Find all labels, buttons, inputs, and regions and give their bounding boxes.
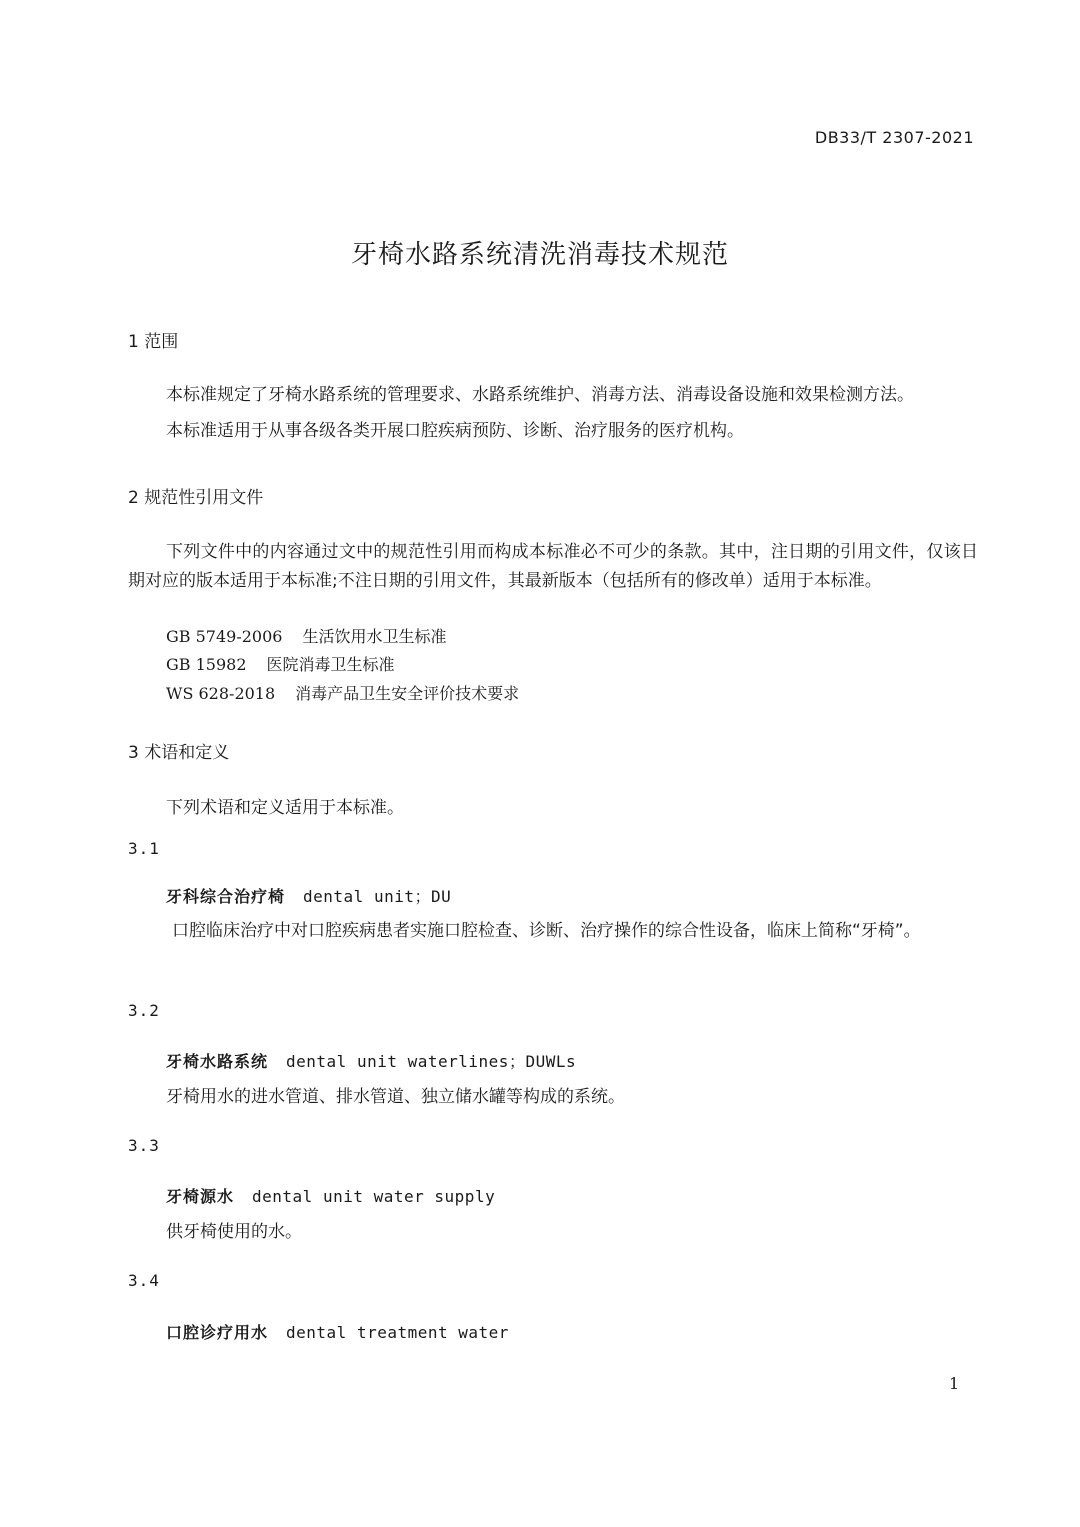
term-definition: 牙椅用水的进水管道、排水管道、独立储水罐等构成的系统。 — [166, 1087, 625, 1107]
clause-number: 3.1 — [128, 839, 160, 858]
term-entry — [166, 884, 451, 907]
term-en: dental unit；DU — [303, 887, 452, 906]
reference-code: WS 628-2018 — [166, 684, 276, 703]
term-en: dental unit water supply — [252, 1187, 496, 1206]
clause-number: 3.2 — [128, 1001, 160, 1020]
document-title: 牙椅水路系统清洗消毒技术规范 — [350, 240, 729, 270]
term-definition: 供牙椅使用的水。 — [166, 1222, 302, 1242]
term-entry — [166, 1049, 576, 1072]
reference-title: 消毒产品卫生安全评价技术要求 — [295, 684, 520, 703]
term-entry — [166, 1320, 509, 1343]
section-heading-terms-definitions: 3 术语和定义 — [128, 743, 230, 763]
section-heading-scope: 1 范围 — [128, 332, 179, 352]
clause-number: 3.3 — [128, 1136, 160, 1155]
paragraph: 本标准规定了牙椅水路系统的管理要求、水路系统维护、消毒方法、消毒设备设施和效果检测方法。 — [166, 385, 914, 405]
term-en: dental unit waterlines；DUWLs — [286, 1052, 577, 1071]
term-entry — [166, 1184, 495, 1207]
reference-code: GB 5749-2006 — [166, 627, 283, 646]
reference-title: 生活饮用水卫生标准 — [302, 627, 447, 646]
term-definition: 口腔临床治疗中对口腔疾病患者实施口腔检查、诊断、治疗操作的综合性设备，临床上简称“牙椅”。 — [172, 921, 921, 941]
paragraph: 下列文件中的内容通过文中的规范性引用而构成本标准必不可少的条款。其中，注日期的引用文件，仅该日期对应的版本适用于本标准;不注日期的引用文件，其最新版本（包括所有的修改单）适用于本标准。 — [128, 542, 978, 591]
term-en: dental treatment water — [286, 1323, 509, 1342]
reference-title: 医院消毒卫生标准 — [266, 655, 395, 674]
term-zh: 牙椅源水 — [166, 1187, 235, 1206]
term-zh: 牙椅水路系统 — [166, 1052, 269, 1071]
reference-item — [166, 624, 446, 647]
document-code: DB33/T 2307-2021 — [814, 128, 974, 147]
paragraph: 下列术语和定义适用于本标准。 — [166, 798, 404, 818]
paragraph: 本标准适用于从事各级各类开展口腔疾病预防、诊断、治疗服务的医疗机构。 — [166, 421, 744, 441]
page-number: 1 — [949, 1374, 960, 1393]
reference-code: GB 15982 — [166, 655, 247, 674]
reference-item — [166, 681, 519, 704]
reference-item — [166, 652, 395, 675]
term-zh: 牙科综合治疗椅 — [166, 887, 286, 906]
section-heading-normative-references: 2 规范性引用文件 — [128, 488, 264, 508]
term-zh: 口腔诊疗用水 — [166, 1323, 269, 1342]
clause-number: 3.4 — [128, 1271, 160, 1290]
